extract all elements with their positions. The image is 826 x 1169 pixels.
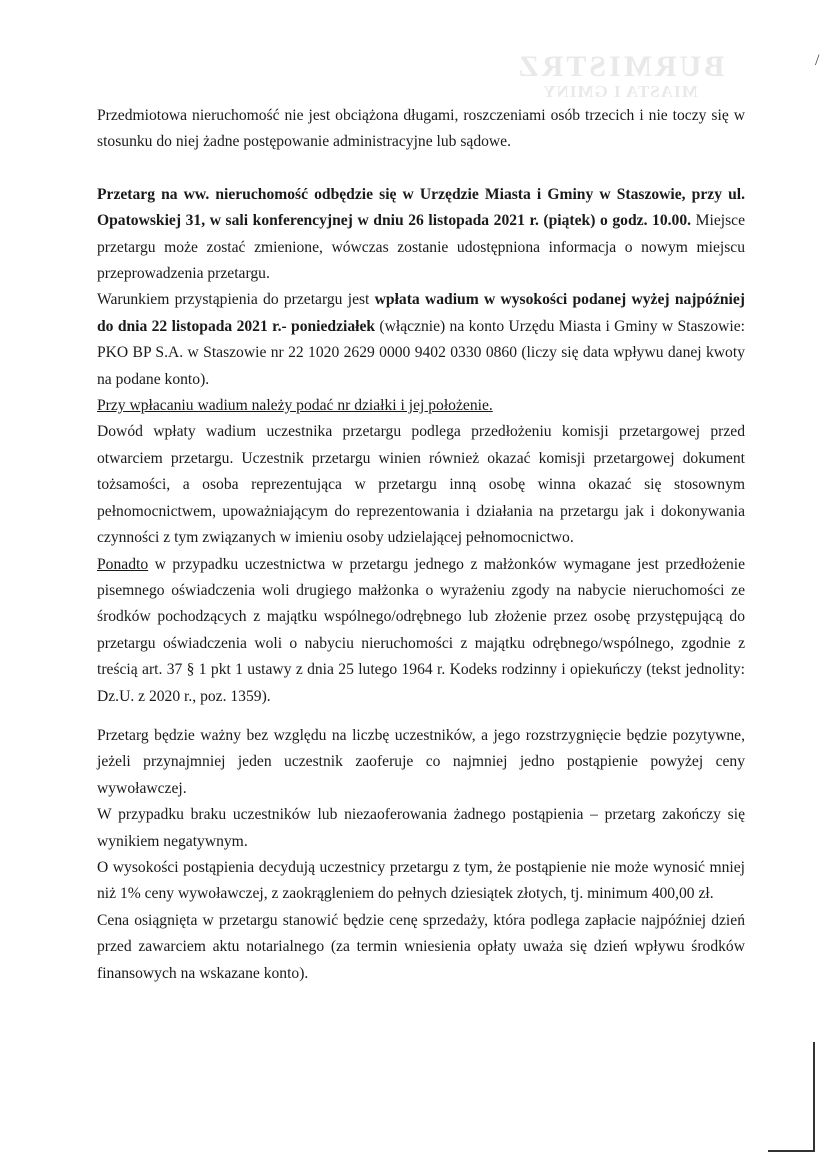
stamp-line-2: MIASTA I GMINY: [542, 82, 698, 101]
page-edge-vertical: [813, 1042, 815, 1152]
spouse-consent-rest: w przypadku uczestnictwa w przetargu jednego z małżonków wymagane jest przedłożenie pisemnego oświadczenia woli drugiego małżonka o wyrażeniu zgody na nabycie nieruchomości ze środków pochodzących z majątku wspólnego/odrębnego lub złożenie przez osobę przystępującą do przetargu oświadczenia woli o nabyciu nieruchomości z majątku odrębnego/wspólnego, zgodnie z treścią art. 37 § 1 pkt 1 ustawy z dnia 25 lutego 1964 r. Kodeks rodzinny i opiekuńczy (tekst jednolity: Dz.U. z 2020 r., poz. 1359).: [97, 555, 745, 705]
paragraph-deposit-note: Przy wpłacaniu wadium należy podać nr działki i jej położenie.: [97, 397, 493, 415]
paragraph-encumbrance: Przedmiotowa nieruchomość nie jest obciążona długami, roszczeniami osób trzecich i nie toczy się w stosunku do niej żadne postępowanie administracyjne lub sądowe.: [97, 107, 745, 151]
paragraph-auction-place: [97, 182, 745, 288]
auction-place-rest: Miejsce przetargu może zostać zmienione, wówczas zostanie udostępniona informacja o nowym miejscu przeprowadzenia przetargu.: [97, 212, 745, 283]
page-edge-horizontal: [768, 1150, 815, 1152]
paragraph-bid-increment: O wysokości postąpienia decydują uczestnicy przetargu z tym, że postąpienie nie może wynosić mniej niż 1% ceny wywoławczej, z zaokrągleniem do pełnych dziesiątek złotych, tj. minimum 400,00 zł.: [97, 858, 745, 903]
paragraph-deposit: [97, 287, 745, 393]
auction-place-bold: Przetarg na ww. nieruchomość odbędzie się w Urzędzie Miasta i Gminy w Staszowie, przy ul. Opatowskiej 31, w sali konferencyjnej w dniu 26 listopada 2021 r. (piątek) o godz. 10.00.: [97, 185, 745, 230]
spouse-consent-lead: Ponadto: [97, 555, 149, 573]
paragraph-negative-result: W przypadku braku uczestników lub niezaoferowania żadnego postąpienia – przetarg zakończy się wynikiem negatywnym.: [97, 806, 745, 850]
show-through-stamp: [480, 50, 760, 102]
stamp-line-1: BURMISTRZ: [515, 50, 725, 83]
deposit-intro: Warunkiem przystąpienia do przetargu jest: [97, 291, 375, 309]
paragraph-validity: Przetarg będzie ważny bez względu na liczbę uczestników, a jego rozstrzygnięcie będzie pozytywne, jeżeli przynajmniej jeden uczestnik zaoferuje co najmniej jedno postąpienie powyżej ceny wywoławczej.: [97, 726, 745, 797]
paragraph-proof-of-payment: Dowód wpłaty wadium uczestnika przetargu podlega przedłożeniu komisji przetargowej przed otwarciem przetargu. Uczestnik przetargu winien również okazać komisji przetargowej dokument tożsamości, a osoba reprezentująca w przetargu inną osobę winna okazać się stosownym pełnomocnictwem, upoważniającym do reprezentowania i działania na przetargu jak i dokonywania czynności z tym związanych w imieniu osoby udzielającej pełnomocnictwo.: [97, 423, 745, 547]
deposit-account: (włącznie) na konto Urzędu Miasta i Gminy w Staszowie: PKO BP S.A. w Staszowie nr 22 1020 2629 0000 9402 0330 0860 (liczy się data wpływu danej kwoty na podane konto).: [97, 317, 746, 388]
paragraph-spouse-consent: [97, 552, 745, 710]
corner-mark: /: [815, 52, 820, 69]
document-body: [97, 103, 745, 987]
paragraph-sale-price: Cena osiągnięta w przetargu stanowić będzie cenę sprzedaży, która podlega zapłacie najpóźniej dzień przed zawarciem aktu notarialnego (za termin wniesienia opłaty uważa się dzień wpływu środków finansowych na wskazane konto).: [97, 911, 745, 982]
deposit-deadline-bold: wpłata wadium w wysokości podanej wyżej najpóźniej do dnia 22 listopada 2021 r.- poniedziałek: [97, 291, 745, 335]
